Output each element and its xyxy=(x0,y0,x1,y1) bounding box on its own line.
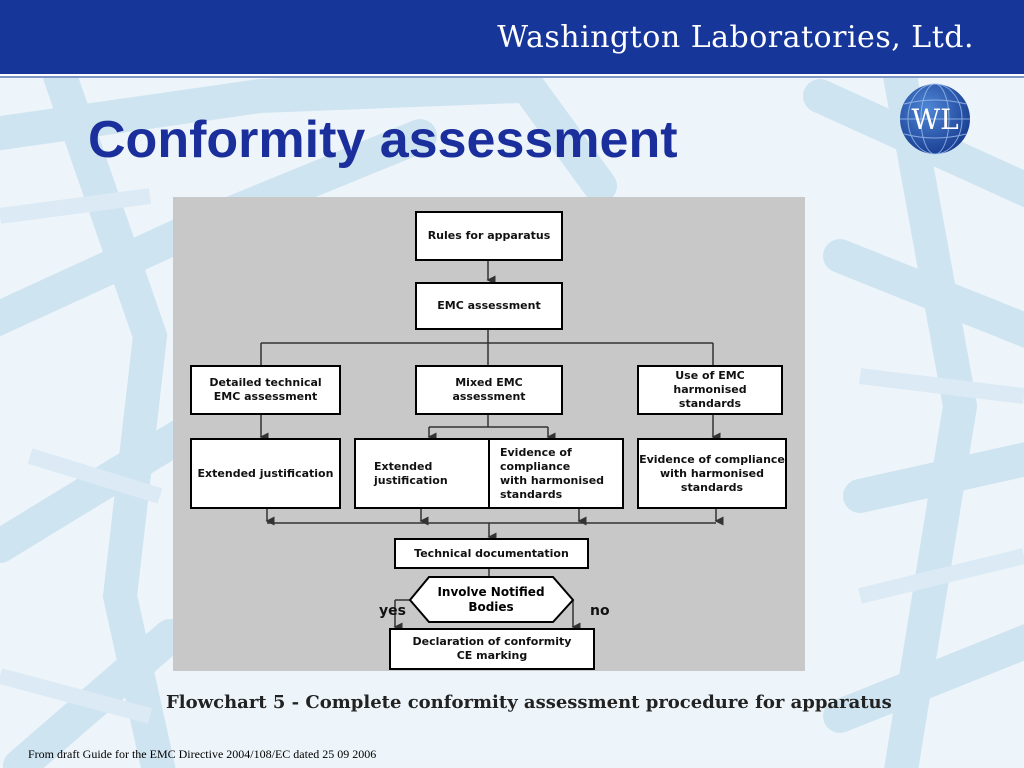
box-use-of-emc-harmonised-standards: Use of EMC harmonised standards xyxy=(637,365,783,415)
box-emc-assessment: EMC assessment xyxy=(415,282,563,330)
box-declaration-of-conformity: Declaration of conformity CE marking xyxy=(389,628,595,670)
box-evidence-of-compliance-harmonised: Evidence of compliance with harmonised standards xyxy=(637,438,787,509)
box-rules-for-apparatus: Rules for apparatus xyxy=(415,211,563,261)
box-extended-justification-mixed: Extended justification xyxy=(354,438,490,509)
header-bar xyxy=(0,0,1024,76)
source-footnote: From draft Guide for the EMC Directive 2004/108/EC dated 25 09 2006 xyxy=(28,747,377,761)
flowchart-panel xyxy=(173,197,805,671)
box-mixed-emc-assessment: Mixed EMC assessment xyxy=(415,365,563,415)
company-name: Washington Laboratories, Ltd. xyxy=(497,20,974,55)
box-detailed-technical-emc-assessment: Detailed technical EMC assessment xyxy=(190,365,341,415)
wl-globe-logo-icon xyxy=(898,82,972,156)
box-evidence-of-compliance-mixed: Evidence of compliance with harmonised standards xyxy=(488,438,624,509)
decision-involve-notified-bodies: Involve Notified Bodies xyxy=(437,585,545,614)
slide-title: Conformity assessment xyxy=(88,111,678,169)
box-technical-documentation: Technical documentation xyxy=(394,538,589,569)
svg-text:WL: WL xyxy=(911,103,959,136)
box-extended-justification-left: Extended justification xyxy=(190,438,341,509)
flowchart-caption: Flowchart 5 - Complete conformity assessment procedure for apparatus xyxy=(166,692,892,713)
branch-label-no: no xyxy=(590,603,610,619)
branch-label-yes: yes xyxy=(379,603,406,619)
